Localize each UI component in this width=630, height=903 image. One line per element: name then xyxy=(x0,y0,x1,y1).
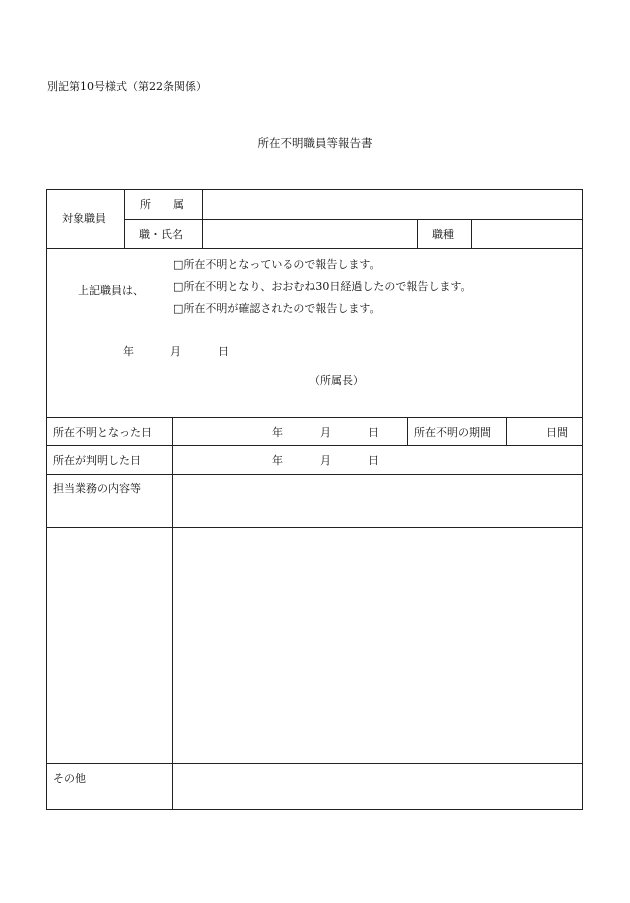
missing-since-year: 年 xyxy=(272,426,283,439)
job-type-label: 職種 xyxy=(432,228,454,241)
missing-period-label: 所在不明の期間 xyxy=(414,426,491,439)
found-date-day: 日 xyxy=(368,454,379,467)
other-label: その他 xyxy=(53,772,86,785)
affiliation-label: 所 属 xyxy=(140,198,184,211)
duties-label: 担当業務の内容等 xyxy=(53,482,141,495)
option-30-days-checkbox[interactable]: □所在不明となり、おおむね30日経過したので報告します。 xyxy=(173,280,472,293)
report-date-year: 年 xyxy=(123,345,134,358)
option-missing-checkbox[interactable]: □所在不明となっているので報告します。 xyxy=(173,258,381,271)
signer-label: （所属長） xyxy=(309,374,364,387)
found-date-year: 年 xyxy=(272,454,283,467)
report-lead-text: 上記職員は、 xyxy=(78,284,144,297)
job-name-label: 職・氏名 xyxy=(139,228,183,241)
target-employee-label: 対象職員 xyxy=(62,212,106,225)
report-date-day: 日 xyxy=(218,345,229,358)
option-confirmed-checkbox[interactable]: □所在不明が確認されたので報告します。 xyxy=(173,302,381,315)
missing-period-unit: 日間 xyxy=(546,426,568,439)
missing-since-day: 日 xyxy=(368,426,379,439)
document-title: 所在不明職員等報告書 xyxy=(257,136,373,150)
missing-since-label: 所在不明となった日 xyxy=(53,426,152,439)
report-date-month: 月 xyxy=(170,345,181,358)
found-date-label: 所在が判明した日 xyxy=(53,454,141,467)
found-date-month: 月 xyxy=(320,454,331,467)
form-number-label: 別記第10号様式（第22条関係） xyxy=(47,80,207,93)
missing-since-month: 月 xyxy=(320,426,331,439)
